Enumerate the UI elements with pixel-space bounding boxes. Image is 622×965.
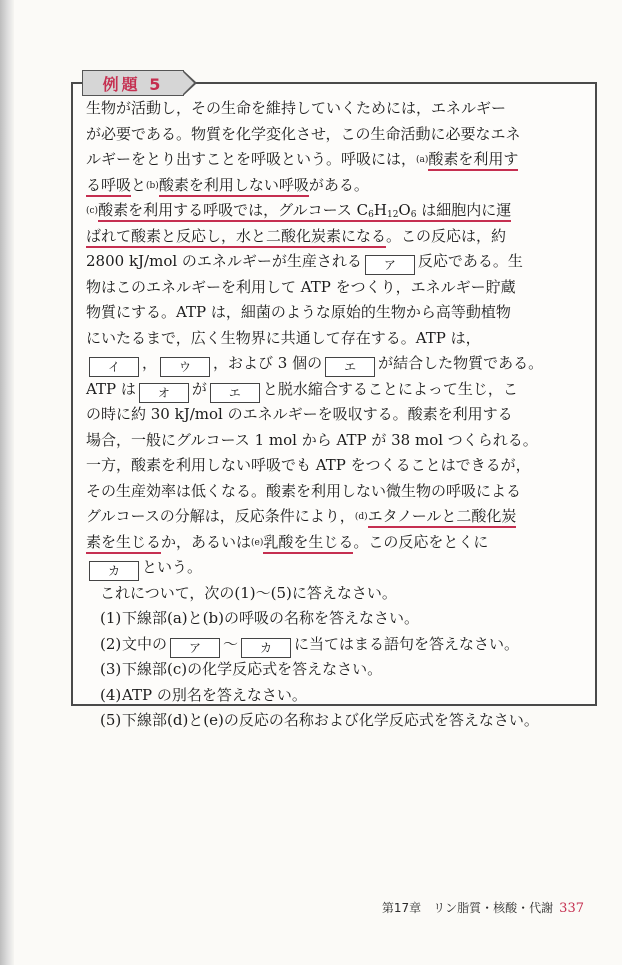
tab-arrow-fill xyxy=(183,72,194,94)
text: 一方，酸素を利用しない呼吸でも ATP をつくることはできるが， xyxy=(86,456,531,474)
text: 反応である。生 xyxy=(417,252,523,270)
question-number: (1) xyxy=(100,609,122,627)
question-number: (2) xyxy=(100,634,122,653)
text: グルコースの分解は，反応条件により， xyxy=(86,507,355,525)
instructions xyxy=(86,581,586,607)
text: ～ xyxy=(223,634,239,653)
blank-ka: カ xyxy=(89,561,139,581)
text: 2800 kJ/mol のエネルギーが生産される xyxy=(86,252,362,270)
question-1 xyxy=(86,606,586,632)
subscript: 12 xyxy=(386,210,399,220)
passage-line xyxy=(86,173,586,199)
blank-e: エ xyxy=(325,357,375,377)
underlined-a: 酸素を利用す xyxy=(428,150,518,171)
blank-u: ウ xyxy=(160,357,210,377)
blank-a: ア xyxy=(365,255,415,275)
text: 。この反応をとくに xyxy=(353,532,489,551)
text: がある。 xyxy=(308,175,369,194)
question-text: 下線部(a)と(b)の呼吸の名称を答えなさい。 xyxy=(122,609,419,627)
text: ATP は xyxy=(86,379,136,398)
text: ， xyxy=(142,354,158,372)
blank-o: オ xyxy=(139,383,189,403)
passage-line xyxy=(86,224,586,250)
passage-line xyxy=(86,122,586,148)
question-3 xyxy=(86,657,586,683)
question-4 xyxy=(86,683,586,709)
passage-line xyxy=(86,530,586,556)
marker-e: (e) xyxy=(251,537,264,548)
text: に当てはまる語句を答えなさい。 xyxy=(294,634,520,653)
text: と脱水縮合することによって生じ，こ xyxy=(262,379,518,398)
passage-line xyxy=(86,249,586,275)
marker-d: (d) xyxy=(354,512,368,522)
underlined-c xyxy=(98,201,511,222)
passage-line xyxy=(86,479,586,505)
question-text: 下線部(c)の化学反応式を答えなさい。 xyxy=(122,660,383,678)
text: 。この反応は，約 xyxy=(386,226,507,245)
passage-line xyxy=(86,300,586,326)
marker-b: (b) xyxy=(146,180,159,191)
question-number: (5) xyxy=(100,711,122,729)
text: 生物が活動し，その生命を維持していくためには，エネルギー xyxy=(86,99,507,117)
underlined-a: る呼吸 xyxy=(86,176,131,197)
passage-line xyxy=(86,147,586,173)
text: ，および 3 個の xyxy=(213,354,323,372)
underlined-b: 酸素を利用しない呼吸 xyxy=(159,176,309,197)
text: 文中の xyxy=(122,634,168,653)
text: か，あるいは xyxy=(161,532,252,551)
question-text: ATP の別名を答えなさい。 xyxy=(122,685,307,704)
passage-line xyxy=(86,198,586,224)
text: が必要である。物質を化学変化させ，この生命活動に必要なエネ xyxy=(86,124,521,143)
example-content xyxy=(86,96,586,734)
text: は細胞内に運 xyxy=(416,201,512,219)
page-footer xyxy=(382,899,584,916)
page-binding-shadow xyxy=(0,0,14,965)
question-number: (4) xyxy=(100,685,122,704)
chapter-title: 第17章 リン脂質・核酸・代謝 xyxy=(381,901,554,915)
text: H xyxy=(373,201,387,219)
text: 物質にする。ATP は，細菌のような原始的生物から高等動植物 xyxy=(86,303,511,321)
blank-a: ア xyxy=(170,638,220,658)
question-text: 下線部(d)と(e)の反応の名称および化学反応式を答えなさい。 xyxy=(122,711,539,729)
subscript: 6 xyxy=(368,210,374,220)
subscript: 6 xyxy=(410,210,417,220)
passage-line xyxy=(86,96,586,122)
passage-line xyxy=(86,275,586,301)
passage-line xyxy=(86,351,586,377)
question-text xyxy=(122,632,519,658)
text: ルギーをとり出すことを呼吸という。呼吸には， xyxy=(86,150,417,168)
text: が結合した物質である。 xyxy=(378,354,544,372)
passage-line xyxy=(86,402,586,428)
text: が xyxy=(191,379,207,398)
marker-a: (a) xyxy=(416,155,429,165)
text: その生産効率は低くなる。酸素を利用しない微生物の呼吸による xyxy=(86,481,522,500)
passage-line xyxy=(86,428,586,454)
question-number: (3) xyxy=(100,660,122,678)
text: O xyxy=(398,201,411,219)
underlined-c: ばれて酸素と反応し，水と二酸化炭素になる xyxy=(86,227,386,248)
text: という。 xyxy=(142,558,203,576)
underlined-d: エタノールと二酸化炭 xyxy=(368,507,517,528)
passage-line xyxy=(86,377,586,403)
passage-line xyxy=(86,504,586,530)
text: 酸素を利用する呼吸では，グルコース C xyxy=(98,201,369,219)
passage-line xyxy=(86,555,586,581)
example-label: 例題 5 xyxy=(82,70,184,96)
text: と xyxy=(131,175,147,194)
text: の時に約 30 kJ/mol のエネルギーを吸収する。酸素を利用する xyxy=(86,405,513,423)
underlined-e: 乳酸を生じる xyxy=(263,533,353,554)
text: 物はこのエネルギーを利用して ATP をつくり，エネルギー貯蔵 xyxy=(86,277,516,296)
passage-line xyxy=(86,453,586,479)
underlined-d: 素を生じる xyxy=(86,533,161,554)
blank-ka: カ xyxy=(241,638,291,658)
text: 場合，一般にグルコース 1 mol から ATP が 38 mol つくられる。 xyxy=(86,430,538,449)
text: にいたるまで，広く生物界に共通して存在する。ATP は， xyxy=(86,328,481,347)
passage-line xyxy=(86,326,586,352)
question-2 xyxy=(86,632,586,658)
blank-i: イ xyxy=(89,357,139,377)
blank-e: エ xyxy=(210,383,260,403)
page-number: 337 xyxy=(559,901,584,916)
instructions-text: これについて，次の(1)～(5)に答えなさい。 xyxy=(100,583,397,602)
marker-c: (c) xyxy=(86,206,99,216)
question-5 xyxy=(86,708,586,734)
